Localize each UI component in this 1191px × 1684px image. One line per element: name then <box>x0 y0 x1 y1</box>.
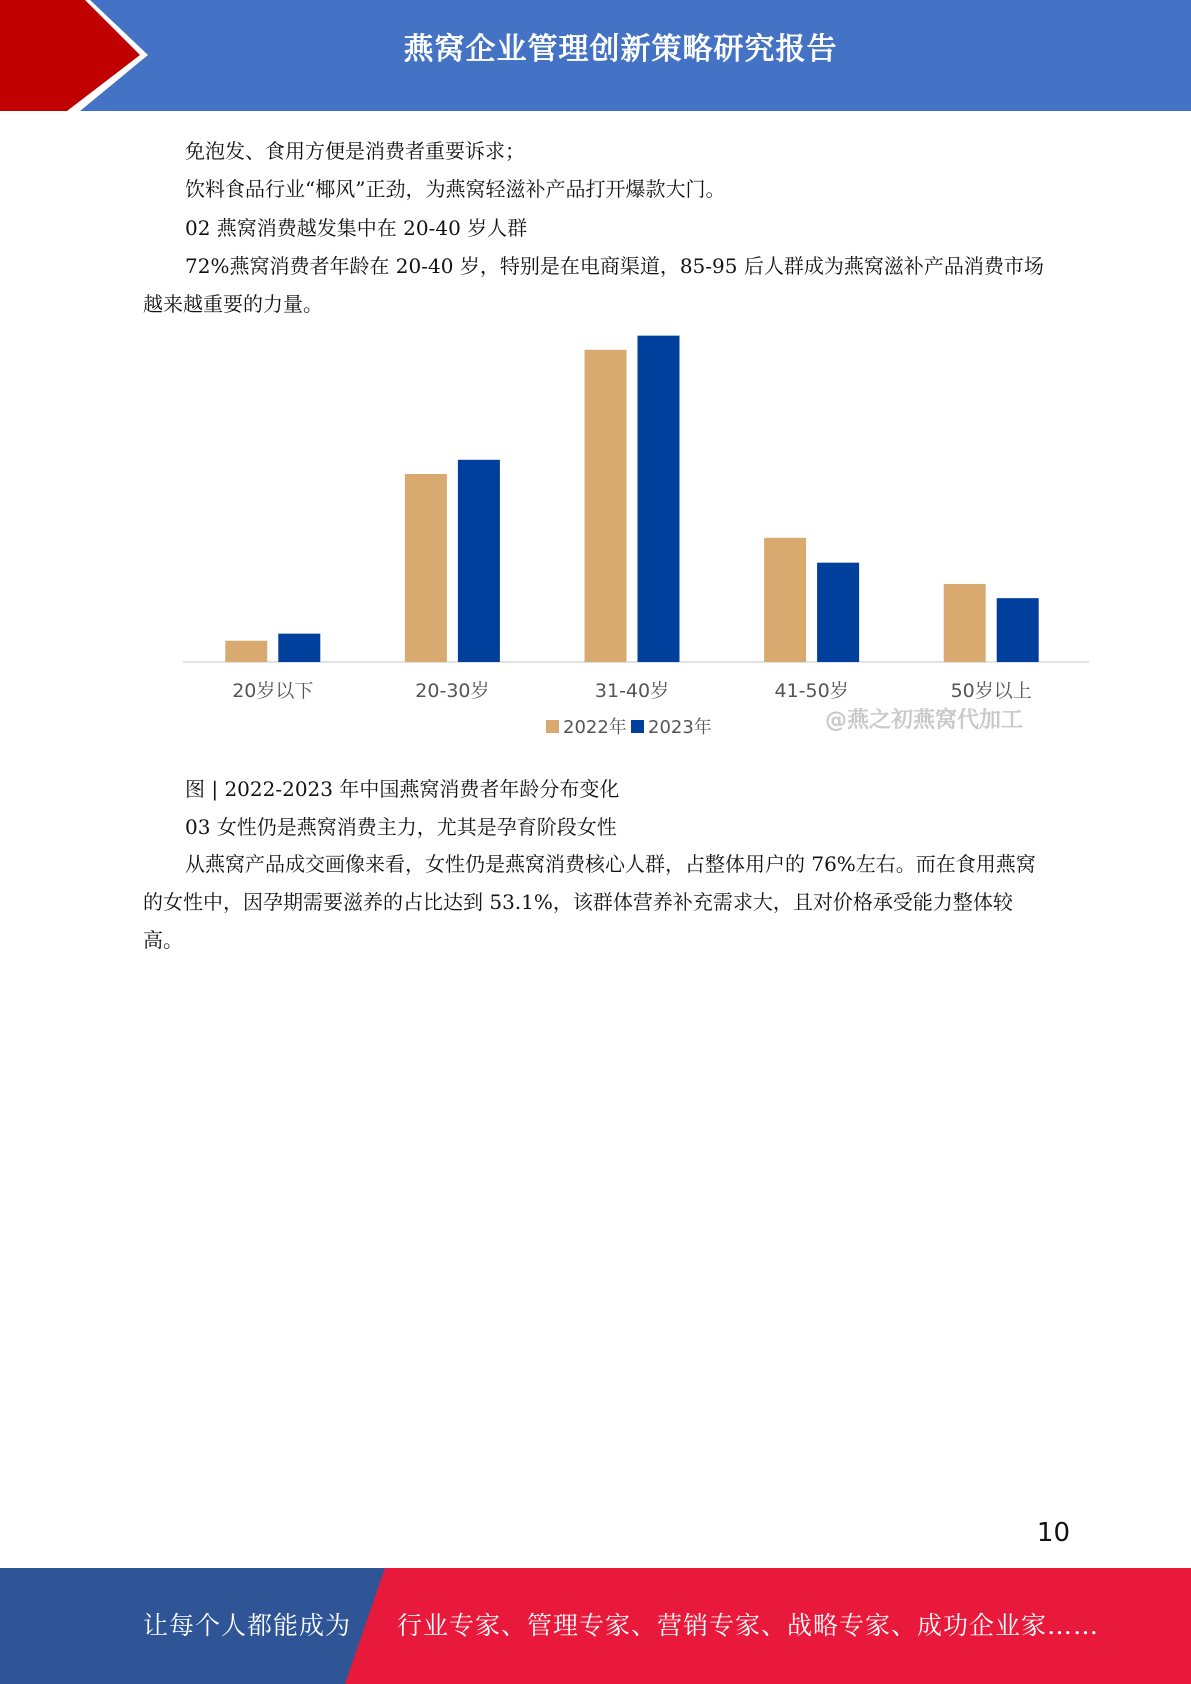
report-title: 燕窝企业管理创新策略研究报告 <box>403 32 838 67</box>
bar-2023年-20-30岁 <box>458 460 500 662</box>
paragraph-female-consumers: 从燕窝产品成交画像来看，女性仍是燕窝消费核心人群，占整体用户的 76%左右。而在食用燕窝的女性中，因孕期需要滋养的占比达到 53.1%，该群体营养补充需求大，且对价格承受能力整体较高。 <box>143 852 1036 952</box>
legend-swatch-2023年 <box>631 720 644 733</box>
bar-2023年-31-40岁 <box>638 336 680 662</box>
page-number: 10 <box>1036 1518 1070 1548</box>
section-heading-02: 02 燕窝消费越发集中在 20-40 岁人群 <box>185 216 528 240</box>
x-tick-label: 20岁以下 <box>232 680 314 702</box>
bar-2022年-20-30岁 <box>405 474 447 662</box>
chart-caption: 图 | 2022-2023 年中国燕窝消费者年龄分布变化 <box>185 777 620 801</box>
bar-2022年-20岁以下 <box>225 641 267 662</box>
paragraph-convenience: 免泡发、食用方便是消费者重要诉求； <box>185 139 525 163</box>
bar-2023年-50岁以上 <box>997 598 1039 662</box>
bar-2023年-41-50岁 <box>817 563 859 662</box>
x-tick-label: 31-40岁 <box>594 680 670 702</box>
paragraph-age-share: 72%燕窝消费者年龄在 20-40 岁，特别是在电商渠道，85-95 后人群成为燕窝滋补产品消费市场越来越重要的力量。 <box>143 254 1044 316</box>
section-heading-03: 03 女性仍是燕窝消费主力，尤其是孕育阶段女性 <box>185 815 617 839</box>
x-tick-label: 20-30岁 <box>415 680 490 702</box>
bar-2023年-20岁以下 <box>278 634 320 662</box>
footer-slogan-right: 行业专家、管理专家、营销专家、战略专家、成功企业家…… <box>397 1611 1100 1640</box>
x-tick-label: 41-50岁 <box>774 680 849 702</box>
chart-svg <box>183 325 1093 750</box>
page-footer <box>0 1568 1191 1684</box>
bar-2022年-31-40岁 <box>585 350 627 662</box>
x-tick-label: 50岁以上 <box>950 680 1032 702</box>
legend-label: 2022年 <box>563 717 627 738</box>
bar-2022年-41-50岁 <box>764 538 806 662</box>
page-header <box>0 0 1191 111</box>
age-distribution-chart <box>183 325 1093 750</box>
legend-swatch-2022年 <box>546 720 559 733</box>
legend-label: 2023年 <box>648 717 712 738</box>
watermark: @燕之初燕窝代加工 <box>825 708 1024 733</box>
bar-2022年-50岁以上 <box>944 584 986 662</box>
paragraph-coconut-trend: 饮料食品行业“椰风”正劲，为燕窝轻滋补产品打开爆款大门。 <box>185 177 726 201</box>
footer-slogan-left: 让每个人都能成为 <box>143 1611 352 1640</box>
